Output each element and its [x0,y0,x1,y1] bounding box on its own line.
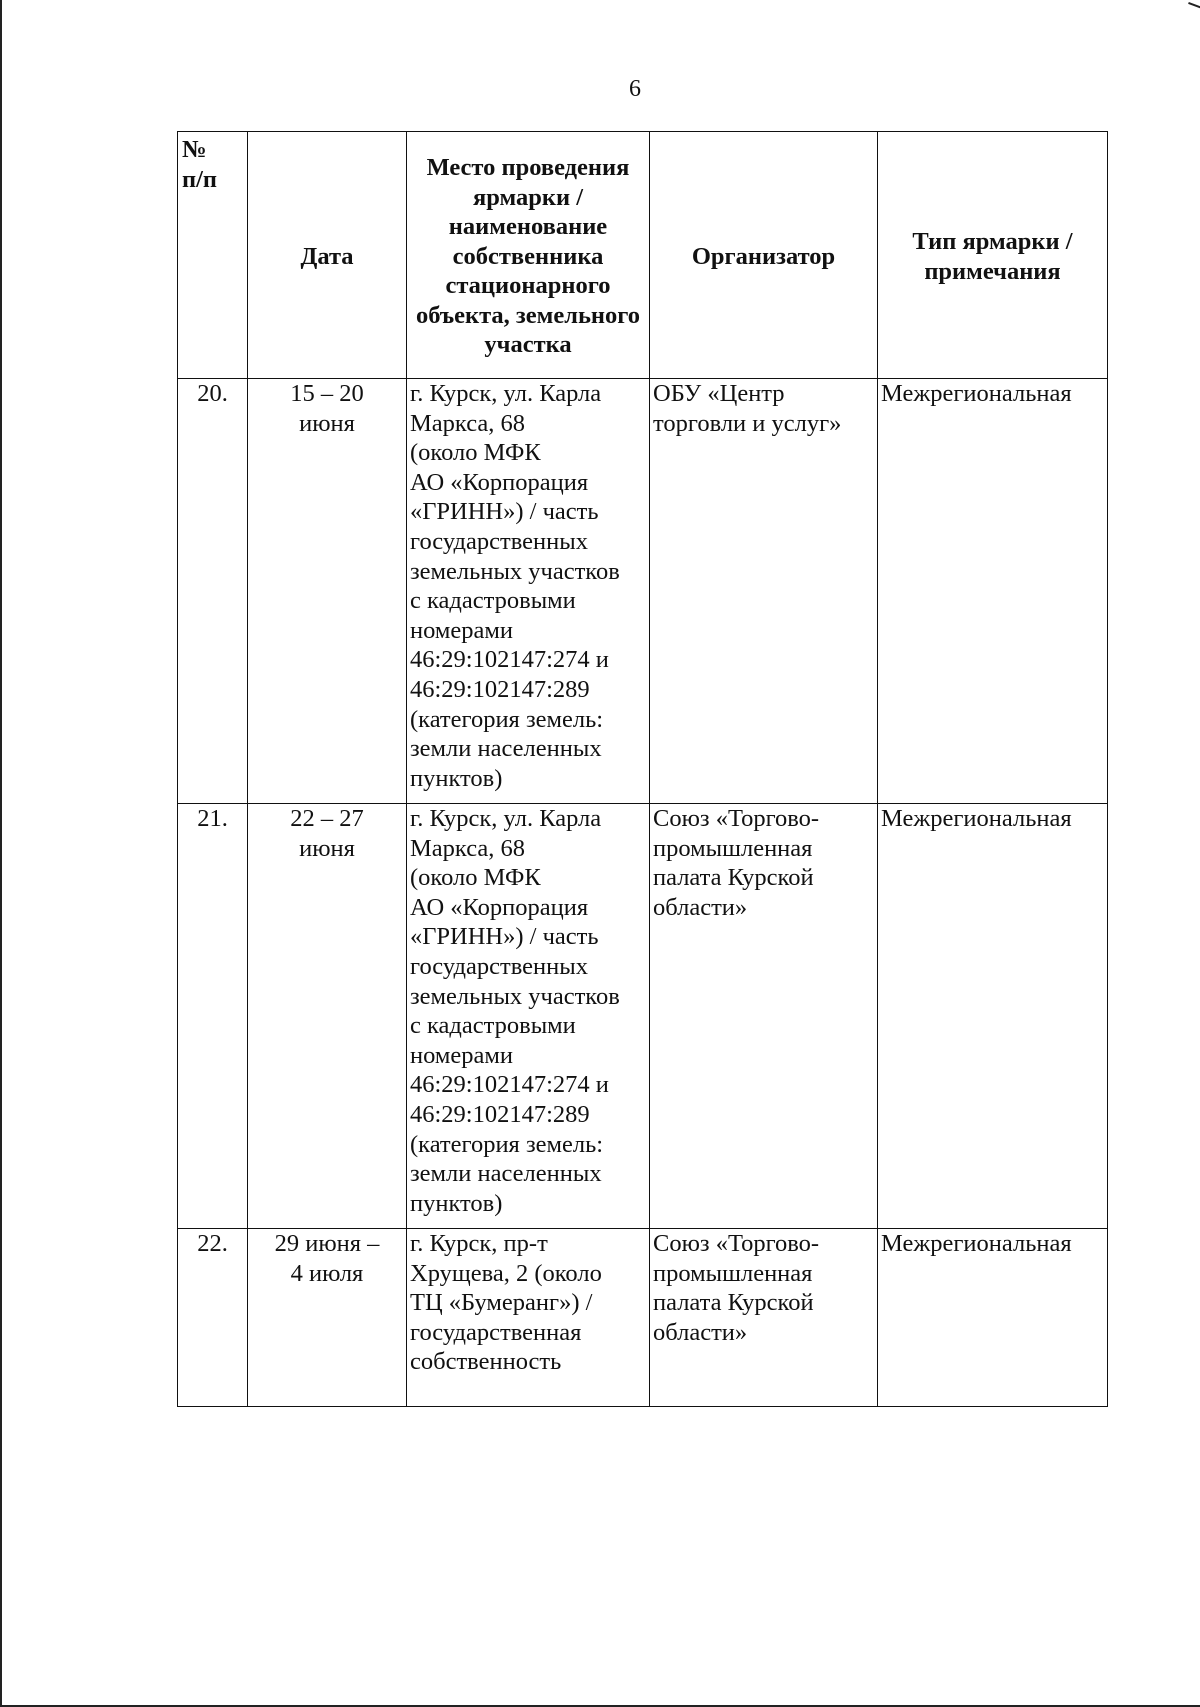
header-place: Место проведения ярмарки / наименование собственника стационарного объекта, земельного участка [407,132,650,379]
header-date: Дата [248,132,407,379]
row-date: 22 – 27 июня [248,804,407,1229]
scan-edge-left [0,0,2,1707]
header-type: Тип ярмарки / примечания [878,132,1108,379]
header-organizer: Организатор [650,132,878,379]
row-type: Межрегиональная [878,379,1108,804]
table-header-row [178,132,1108,379]
row-organizer: ОБУ «Центр торговли и услуг» [650,379,878,804]
table-row [178,1229,1108,1407]
fair-schedule-table [177,131,1108,1407]
row-number: 21. [178,804,248,1229]
row-number: 22. [178,1229,248,1407]
row-place: г. Курск, пр-т Хрущева, 2 (около ТЦ «Бумеранг») / государственная собственность [407,1229,650,1407]
row-date: 29 июня – 4 июля [248,1229,407,1407]
row-organizer: Союз «Торгово- промышленная палата Курской области» [650,1229,878,1407]
row-place: г. Курск, ул. Карла Маркса, 68 (около МФК АО «Корпорация «ГРИНН») / часть государственных земельных участков с кадастровыми номерами 46:29:102147:274 и 46:29:102147:289 (категория земель: земли населенных пунктов) [407,804,650,1229]
row-type: Межрегиональная [878,804,1108,1229]
row-date: 15 – 20 июня [248,379,407,804]
header-number: № п/п [178,132,248,379]
page-number: 6 [629,76,641,102]
row-organizer: Союз «Торгово- промышленная палата Курской области» [650,804,878,1229]
row-type: Межрегиональная [878,1229,1108,1407]
scan-mark [1184,2,1200,20]
table-row [178,804,1108,1229]
row-place: г. Курск, ул. Карла Маркса, 68 (около МФК АО «Корпорация «ГРИНН») / часть государственных земельных участков с кадастровыми номерами 46:29:102147:274 и 46:29:102147:289 (категория земель: земли населенных пунктов) [407,379,650,804]
row-number: 20. [178,379,248,804]
table-row [178,379,1108,804]
